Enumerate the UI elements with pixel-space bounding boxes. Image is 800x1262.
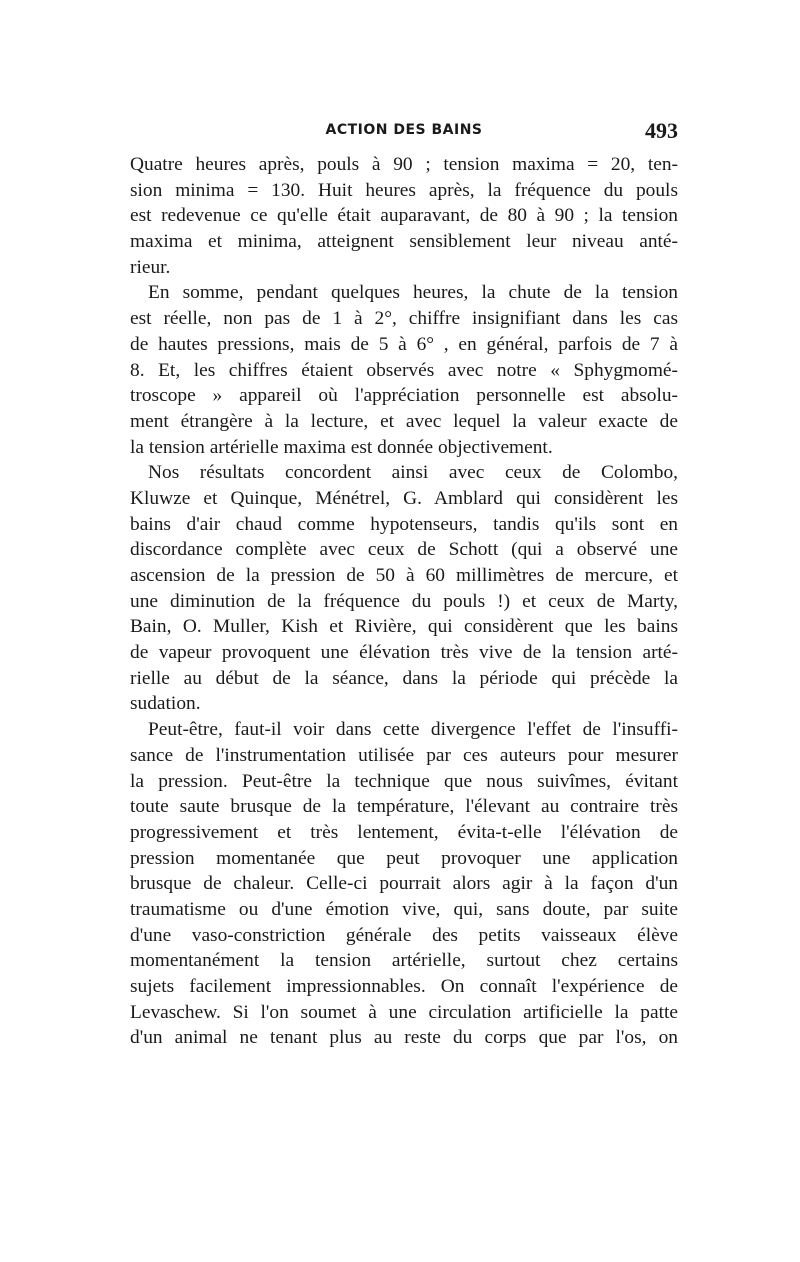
text-line: rieur.: [130, 256, 171, 278]
text-line: sujets facilement impressionnables. On connaît l'expérience de: [130, 976, 678, 997]
body-text: [130, 152, 678, 1051]
text-line: une diminution de la fréquence du pouls !) et ceux de Marty,: [130, 590, 678, 612]
text-line: rielle au début de la séance, dans la période qui précède la: [130, 667, 678, 689]
text-line: d'un animal ne tenant plus au reste du corps que par l'os, on: [130, 1027, 678, 1049]
text-line: de vapeur provoquent une élévation très vive de la tension arté-: [130, 642, 678, 664]
text-line: maxima et minima, atteignent sensiblement leur niveau anté-: [130, 231, 678, 253]
text-line: Nos résultats concordent ainsi avec ceux de Colombo,: [148, 462, 678, 484]
text-line: Levaschew. Si l'on soumet à une circulation artificielle la patte: [130, 1001, 678, 1023]
text-line: sion minima = 130. Huit heures après, la fréquence du pouls: [130, 179, 678, 201]
text-line: est réelle, non pas de 1 à 2°, chiffre insignifiant dans les cas: [130, 308, 678, 330]
text-line: sudation.: [130, 693, 201, 715]
text-line: de hautes pressions, mais de 5 à 6° , en général, parfois de 7 à: [130, 333, 678, 355]
text-line: troscope » appareil où l'appréciation personnelle est absolu-: [130, 385, 678, 407]
text-line: 8. Et, les chiffres étaient observés avec notre « Sphygmomé-: [130, 359, 678, 381]
text-line: pression momentanée que peut provoquer une application: [130, 847, 678, 869]
text-line: ment étrangère à la lecture, et avec lequel la valeur exacte de: [130, 410, 678, 432]
text-line: discordance complète avec ceux de Schott (qui a observé une: [130, 539, 678, 561]
running-title: ACTION DES BAINS: [325, 122, 483, 138]
text-line: progressivement et très lentement, évita-t-elle l'élévation de: [130, 821, 678, 843]
text-line: momentanément la tension artérielle, surtout chez certains: [130, 950, 678, 972]
text-line: toute saute brusque de la température, l'élevant au contraire très: [130, 796, 678, 818]
text-line: En somme, pendant quelques heures, la chute de la tension: [148, 282, 678, 304]
text-line: est redevenue ce qu'elle était auparavant, de 80 à 90 ; la tension: [130, 205, 678, 227]
text-line: bains d'air chaud comme hypotenseurs, tandis qu'ils sont en: [130, 513, 678, 535]
text-line: brusque de chaleur. Celle-ci pourrait alors agir à la façon d'un: [130, 873, 678, 895]
text-line: Bain, O. Muller, Kish et Rivière, qui considèrent que les bains: [130, 616, 678, 638]
running-head: [130, 118, 678, 148]
page-number: 493: [645, 118, 678, 143]
text-line: la pression. Peut-être la technique que nous suivîmes, évitant: [130, 770, 678, 792]
text-line: Peut-être, faut-il voir dans cette divergence l'effet de l'insuffi-: [148, 719, 678, 741]
text-line: traumatisme ou d'une émotion vive, qui, sans doute, par suite: [130, 898, 678, 920]
text-line: ascension de la pression de 50 à 60 millimètres de mercure, et: [130, 565, 678, 586]
text-line: la tension artérielle maxima est donnée objectivement.: [130, 436, 553, 458]
text-line: Quatre heures après, pouls à 90 ; tension maxima = 20, ten-: [130, 154, 678, 175]
text-line: d'une vaso-constriction générale des petits vaisseaux élève: [130, 924, 678, 946]
text-line: sance de l'instrumentation utilisée par ces auteurs pour mesurer: [130, 744, 678, 766]
text-line: Kluwze et Quinque, Ménétrel, G. Amblard qui considèrent les: [130, 487, 678, 509]
